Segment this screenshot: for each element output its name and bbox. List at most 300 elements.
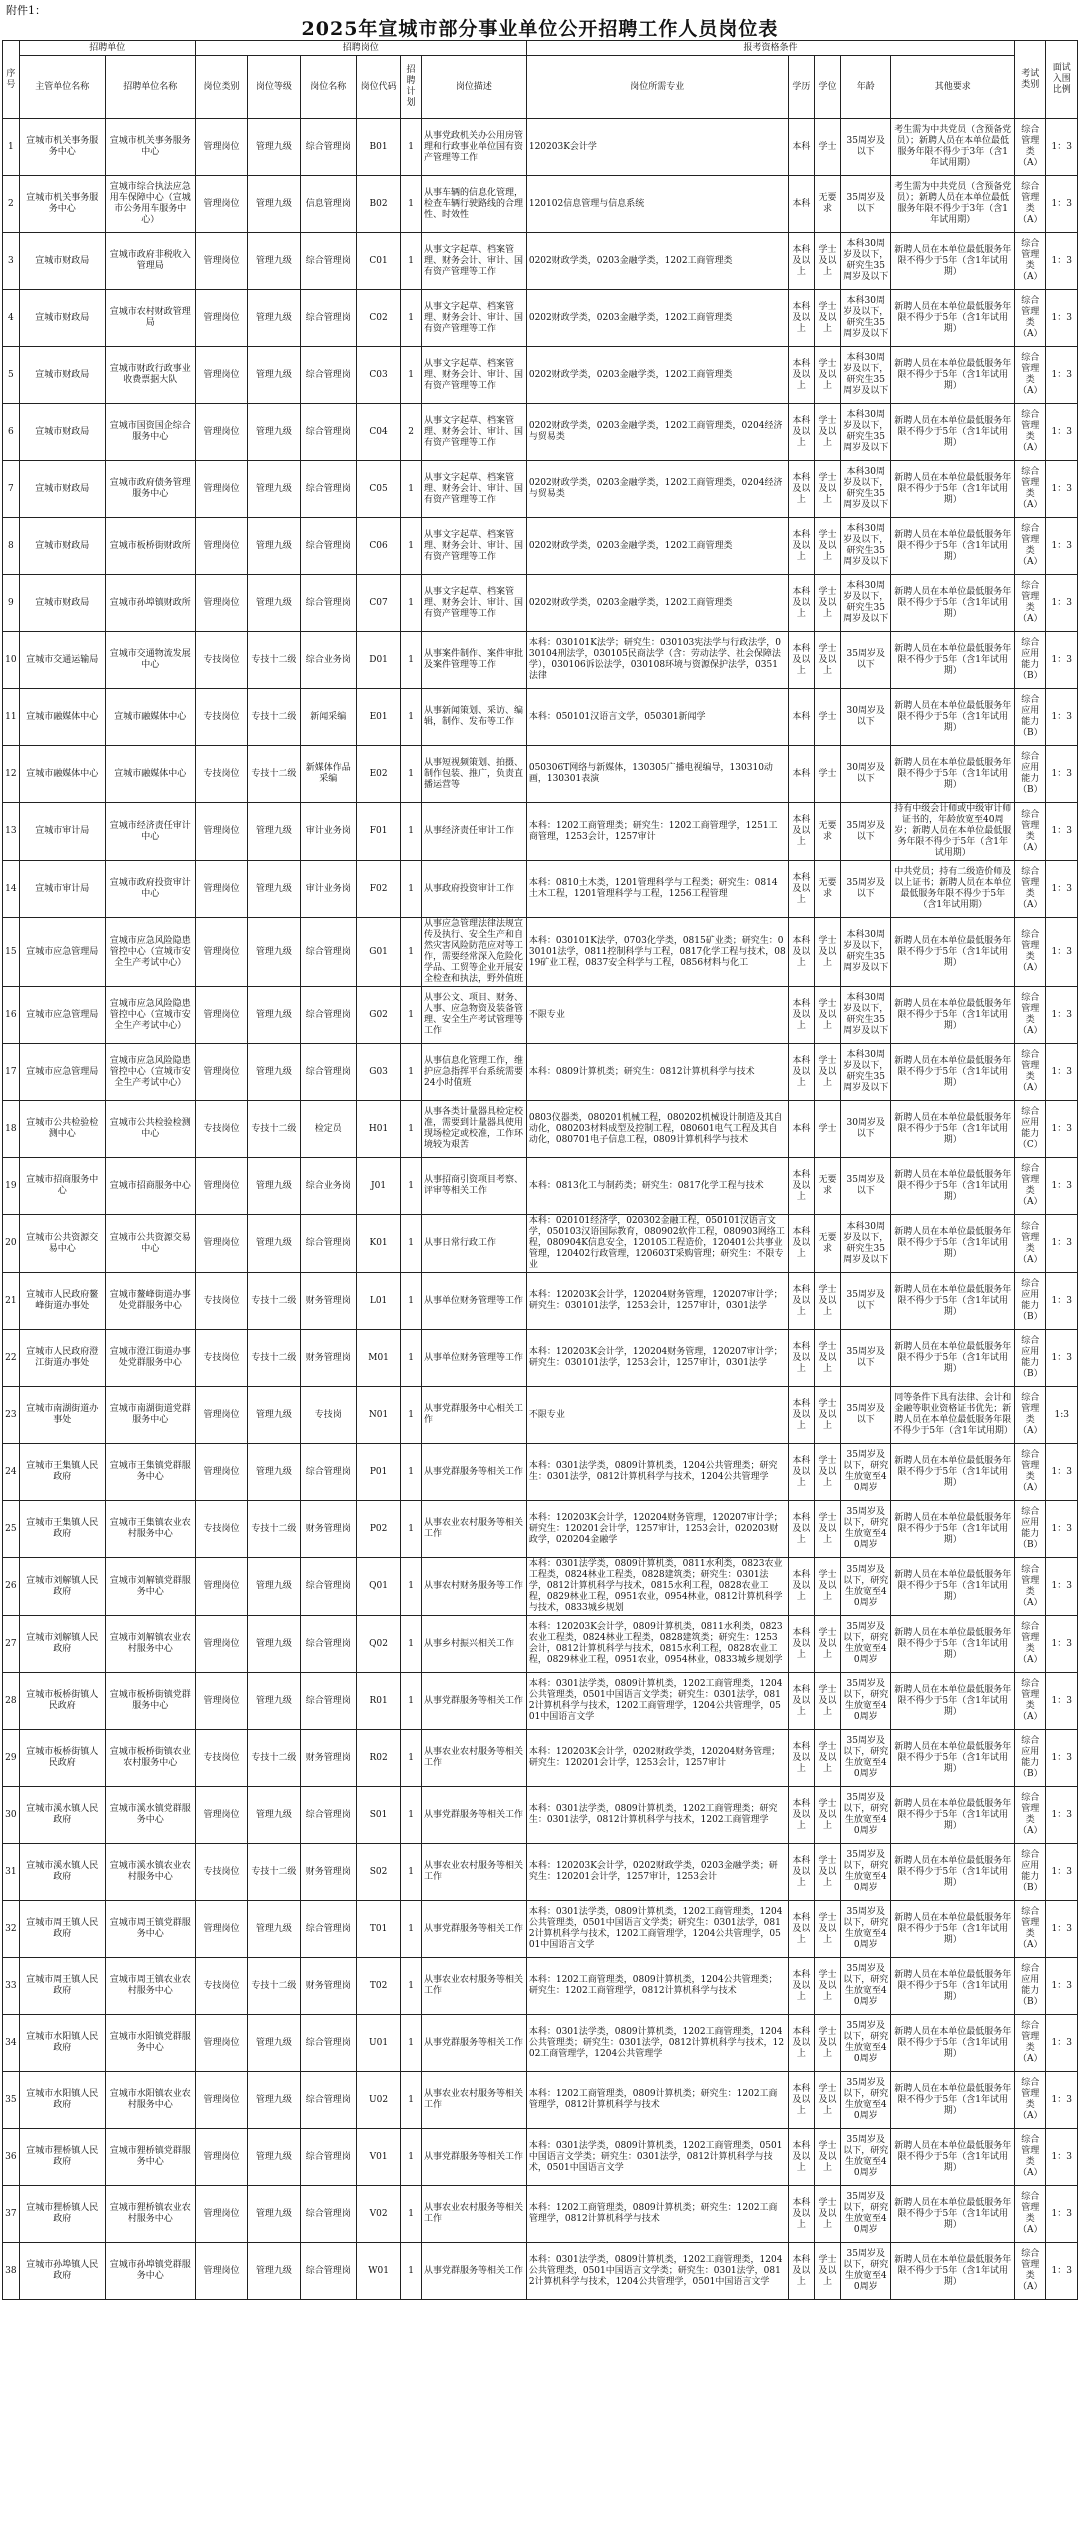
cell-supervisor: 宣城市人民政府鳌峰街道办事处 [19,1273,105,1330]
cell-age: 35周岁及以下 [841,1330,891,1387]
cell-post-level: 管理九级 [248,176,300,233]
table-row [3,1558,1078,1616]
cell-supervisor: 宣城市公共资源交易中心 [19,1215,105,1273]
cell-post-level: 管理九级 [248,2186,300,2243]
cell-exam-category: 综合管理类（A） [1015,1215,1046,1273]
table-row [3,1158,1078,1215]
cell-post-desc: 从事各类计量器具检定校准，需要到计量器具使用现场检定或校准，工作环境较为艰苦 [422,1101,527,1158]
cell-age: 35周岁及以下，研究生放宽至40周岁 [841,2015,891,2072]
cell-exam-category: 综合管理类（A） [1015,404,1046,461]
cell-post-desc: 从事党群服务等相关工作 [422,2129,527,2186]
cell-post-desc: 从事农业农村服务等相关工作 [422,2072,527,2129]
cell-exam-category: 综合管理类（A） [1015,1044,1046,1101]
cell-unit-name: 宣城市溪水镇农业农村服务中心 [105,1844,195,1901]
cell-education: 本科及以上 [788,2243,814,2300]
cell-post-code: J01 [357,1158,401,1215]
cell-post-desc: 从事文字起草、档案管理、财务会计、审计、国有资产管理等工作 [422,461,527,518]
cell-interview-ratio: 1：3 [1046,1330,1078,1387]
cell-plan: 1 [401,290,422,347]
cell-interview-ratio: 1：3 [1046,632,1078,689]
cell-supervisor: 宣城市审计局 [19,803,105,861]
cell-unit-name: 宣城市周王镇农业农村服务中心 [105,1958,195,2015]
cell-other: 新聘人员在本单位最低服务年限不得少于5年（含1年试用期） [891,1730,1015,1787]
cell-education: 本科及以上 [788,1273,814,1330]
cell-education: 本科及以上 [788,1044,814,1101]
cell-education: 本科 [788,746,814,803]
cell-post-level: 专技十二级 [248,689,300,746]
cell-other: 新聘人员在本单位最低服务年限不得少于5年（含1年试用期） [891,2015,1015,2072]
cell-degree: 学士及以上 [814,1958,840,2015]
cell-education: 本科及以上 [788,861,814,918]
header-req-group: 报考资格条件 [526,41,1014,56]
cell-supervisor: 宣城市孙埠镇人民政府 [19,2243,105,2300]
cell-major: 本科：1202工商管理类，0809计算机类，1204公共管理类；研究生：1202工商管理学，0812计算机科学与技术 [526,1958,788,2015]
cell-interview-ratio: 1：3 [1046,918,1078,987]
cell-age: 30周岁及以下 [841,746,891,803]
cell-other: 新聘人员在本单位最低服务年限不得少于5年（含1年试用期） [891,1330,1015,1387]
cell-education: 本科及以上 [788,1958,814,2015]
cell-unit-name: 宣城市澄江街道办事处党群服务中心 [105,1330,195,1387]
cell-post-desc: 从事农村财务服务等工作 [422,1558,527,1616]
cell-post-name: 综合管理岗 [300,404,357,461]
cell-supervisor: 宣城市板桥街镇人民政府 [19,1673,105,1730]
cell-education: 本科及以上 [788,1730,814,1787]
cell-seq: 8 [3,518,20,575]
cell-major: 0202财政学类，0203金融学类，1202工商管理类，0204经济与贸易类 [526,461,788,518]
table-row [3,1730,1078,1787]
cell-education: 本科及以上 [788,2129,814,2186]
cell-age: 本科30周岁及以下，研究生35周岁及以下 [841,918,891,987]
cell-other: 新聘人员在本单位最低服务年限不得少于5年（含1年试用期） [891,689,1015,746]
cell-post-desc: 从事文字起草、档案管理、财务会计、审计、国有资产管理等工作 [422,347,527,404]
cell-post-name: 综合管理岗 [300,1558,357,1616]
cell-post-code: T01 [357,1901,401,1958]
cell-supervisor: 宣城市周王镇人民政府 [19,1958,105,2015]
header-group-row [3,41,1078,56]
cell-interview-ratio: 1：3 [1046,1215,1078,1273]
cell-other: 新聘人员在本单位最低服务年限不得少于5年（含1年试用期） [891,1616,1015,1673]
cell-seq: 16 [3,987,20,1044]
cell-exam-category: 综合管理类（A） [1015,1558,1046,1616]
cell-seq: 15 [3,918,20,987]
cell-age: 35周岁及以下，研究生放宽至40周岁 [841,2072,891,2129]
cell-post-code: U02 [357,2072,401,2129]
cell-age: 本科30周岁及以下，研究生35周岁及以下 [841,575,891,632]
cell-post-name: 综合管理岗 [300,347,357,404]
cell-post-name: 综合管理岗 [300,2072,357,2129]
header-unit-group: 招聘单位 [19,41,195,56]
cell-plan: 1 [401,575,422,632]
cell-post-desc: 从事农业农村服务等相关工作 [422,1730,527,1787]
cell-degree: 无要求 [814,176,840,233]
cell-seq: 12 [3,746,20,803]
cell-exam-category: 综合管理类（A） [1015,290,1046,347]
cell-major: 本科：0301法学类，0809计算机类，0811水利类，0823农业工程类，0824林业工程类，0828建筑类；研究生：0301法学，0812计算机科学与技术，0815水利工程，0828农业工程，0829林业工程，0951农业，0954林业，0812计算机科学与技术，0833城乡规划 [526,1558,788,1616]
cell-seq: 37 [3,2186,20,2243]
cell-interview-ratio: 1：3 [1046,461,1078,518]
table-row [3,518,1078,575]
cell-interview-ratio: 1：3 [1046,1844,1078,1901]
cell-interview-ratio: 1：3 [1046,575,1078,632]
cell-supervisor: 宣城市人民政府澄江街道办事处 [19,1330,105,1387]
cell-plan: 1 [401,1844,422,1901]
cell-interview-ratio: 1：3 [1046,119,1078,176]
header-post-desc: 岗位描述 [422,56,527,119]
cell-other: 持有中级会计师或中级审计师证书的，年龄放宽至40周岁；新聘人员在本单位最低服务年限不得少于5年（含1年试用期） [891,803,1015,861]
cell-post-level: 管理九级 [248,233,300,290]
cell-other: 新聘人员在本单位最低服务年限不得少于5年（含1年试用期） [891,987,1015,1044]
cell-post-type: 专技岗位 [195,1101,247,1158]
cell-other: 新聘人员在本单位最低服务年限不得少于5年（含1年试用期） [891,1558,1015,1616]
cell-education: 本科及以上 [788,1215,814,1273]
cell-post-desc: 从事文字起草、档案管理、财务会计、审计、国有资产管理等工作 [422,404,527,461]
table-row [3,861,1078,918]
cell-degree: 学士及以上 [814,1444,840,1501]
cell-interview-ratio: 1：3 [1046,2186,1078,2243]
cell-post-name: 综合管理岗 [300,2186,357,2243]
cell-major: 本科：0809计算机类；研究生：0812计算机科学与技术 [526,1044,788,1101]
cell-post-level: 专技十二级 [248,1958,300,2015]
cell-post-type: 专技岗位 [195,1330,247,1387]
cell-exam-category: 综合管理类（A） [1015,461,1046,518]
cell-post-code: L01 [357,1273,401,1330]
cell-post-code: E02 [357,746,401,803]
cell-supervisor: 宣城市财政局 [19,404,105,461]
cell-post-code: F01 [357,803,401,861]
cell-other: 新聘人员在本单位最低服务年限不得少于5年（含1年试用期） [891,1273,1015,1330]
cell-other: 新聘人员在本单位最低服务年限不得少于5年（含1年试用期） [891,518,1015,575]
cell-supervisor: 宣城市水阳镇人民政府 [19,2015,105,2072]
cell-exam-category: 综合应用能力（B） [1015,1844,1046,1901]
cell-major: 0202财政学类，0203金融学类，1202工商管理类 [526,575,788,632]
cell-unit-name: 宣城市水阳镇农业农村服务中心 [105,2072,195,2129]
cell-post-type: 管理岗位 [195,1158,247,1215]
cell-major: 本科：030101K法学，0703化学类，0815矿业类；研究生：030101法学，0811控制科学与工程，0817化学工程与技术，0819矿业工程，0837安全科学与工程，0856材料与化工 [526,918,788,987]
cell-interview-ratio: 1：3 [1046,347,1078,404]
cell-unit-name: 宣城市狸桥镇党群服务中心 [105,2129,195,2186]
cell-seq: 35 [3,2072,20,2129]
cell-degree: 学士及以上 [814,2186,840,2243]
cell-post-code: E01 [357,689,401,746]
cell-seq: 14 [3,861,20,918]
cell-major: 120203K会计学 [526,119,788,176]
cell-education: 本科 [788,689,814,746]
cell-other: 新聘人员在本单位最低服务年限不得少于5年（含1年试用期） [891,1673,1015,1730]
cell-exam-category: 综合管理类（A） [1015,1387,1046,1444]
cell-other: 新聘人员在本单位最低服务年限不得少于5年（含1年试用期） [891,1901,1015,1958]
cell-post-desc: 从事党群服务等相关工作 [422,1444,527,1501]
cell-post-type: 管理岗位 [195,1387,247,1444]
cell-interview-ratio: 1：3 [1046,176,1078,233]
cell-exam-category: 综合应用能力（B） [1015,1273,1046,1330]
table-row [3,1273,1078,1330]
cell-exam-category: 综合管理类（A） [1015,2072,1046,2129]
cell-exam-category: 综合管理类（A） [1015,803,1046,861]
cell-post-name: 综合管理岗 [300,1616,357,1673]
table-row [3,233,1078,290]
cell-post-name: 综合管理岗 [300,2129,357,2186]
cell-age: 本科30周岁及以下，研究生35周岁及以下 [841,1215,891,1273]
cell-education: 本科及以上 [788,1558,814,1616]
cell-degree: 学士及以上 [814,461,840,518]
cell-supervisor: 宣城市周王镇人民政府 [19,1901,105,1958]
cell-plan: 1 [401,1558,422,1616]
cell-major: 本科：0301法学类，0809计算机类，1202工商管理类；研究生：0301法学，0812计算机科学与技术，1202工商管理学 [526,1787,788,1844]
cell-unit-name: 宣城市交通物流发展中心 [105,632,195,689]
cell-post-code: B02 [357,176,401,233]
cell-post-level: 管理九级 [248,518,300,575]
cell-age: 35周岁及以下，研究生放宽至40周岁 [841,2243,891,2300]
cell-other: 新聘人员在本单位最低服务年限不得少于5年（含1年试用期） [891,2186,1015,2243]
cell-education: 本科及以上 [788,518,814,575]
cell-plan: 1 [401,1330,422,1387]
cell-unit-name: 宣城市招商服务中心 [105,1158,195,1215]
cell-education: 本科及以上 [788,2072,814,2129]
cell-plan: 1 [401,746,422,803]
cell-unit-name: 宣城市孙埠镇财政所 [105,575,195,632]
cell-post-desc: 从事文字起草、档案管理、财务会计、审计、国有资产管理等工作 [422,233,527,290]
table-row [3,2243,1078,2300]
cell-post-code: C03 [357,347,401,404]
table-row [3,1844,1078,1901]
cell-education: 本科及以上 [788,1330,814,1387]
cell-plan: 1 [401,1273,422,1330]
table-row [3,290,1078,347]
cell-post-level: 专技十二级 [248,1330,300,1387]
header-age: 年龄 [841,56,891,119]
cell-interview-ratio: 1：3 [1046,746,1078,803]
cell-post-type: 管理岗位 [195,1616,247,1673]
cell-post-level: 管理九级 [248,290,300,347]
cell-post-type: 专技岗位 [195,632,247,689]
cell-post-name: 综合管理岗 [300,2243,357,2300]
cell-post-name: 综合管理岗 [300,918,357,987]
cell-supervisor: 宣城市应急管理局 [19,1044,105,1101]
cell-post-level: 管理九级 [248,2243,300,2300]
cell-plan: 1 [401,861,422,918]
cell-interview-ratio: 1：3 [1046,1787,1078,1844]
cell-supervisor: 宣城市公共检验检测中心 [19,1101,105,1158]
cell-post-type: 管理岗位 [195,461,247,518]
cell-post-type: 管理岗位 [195,861,247,918]
cell-other: 新聘人员在本单位最低服务年限不得少于5年（含1年试用期） [891,1215,1015,1273]
cell-interview-ratio: 1：3 [1046,689,1078,746]
cell-plan: 1 [401,1101,422,1158]
cell-plan: 1 [401,803,422,861]
cell-degree: 学士及以上 [814,347,840,404]
cell-post-type: 管理岗位 [195,1444,247,1501]
cell-post-name: 财务管理岗 [300,1273,357,1330]
cell-post-code: V02 [357,2186,401,2243]
cell-supervisor: 宣城市南湖街道办事处 [19,1387,105,1444]
cell-degree: 学士及以上 [814,918,840,987]
cell-post-level: 管理九级 [248,575,300,632]
cell-exam-category: 综合管理类（A） [1015,347,1046,404]
table-row [3,404,1078,461]
cell-post-type: 专技岗位 [195,1844,247,1901]
cell-unit-name: 宣城市板桥街镇农业农村服务中心 [105,1730,195,1787]
cell-post-name: 财务管理岗 [300,1844,357,1901]
cell-supervisor: 宣城市应急管理局 [19,987,105,1044]
header-post-code: 岗位代码 [357,56,401,119]
cell-post-level: 专技十二级 [248,1273,300,1330]
cell-interview-ratio: 1：3 [1046,2243,1078,2300]
cell-major: 120102信息管理与信息系统 [526,176,788,233]
cell-supervisor: 宣城市审计局 [19,861,105,918]
cell-seq: 27 [3,1616,20,1673]
cell-plan: 1 [401,1044,422,1101]
cell-post-level: 管理九级 [248,803,300,861]
cell-education: 本科及以上 [788,1387,814,1444]
cell-plan: 1 [401,918,422,987]
cell-supervisor: 宣城市机关事务服务中心 [19,119,105,176]
cell-post-level: 专技十二级 [248,1501,300,1558]
cell-post-desc: 从事农业农村服务等相关工作 [422,2186,527,2243]
cell-other: 新聘人员在本单位最低服务年限不得少于5年（含1年试用期） [891,233,1015,290]
cell-exam-category: 综合应用能力（C） [1015,1101,1046,1158]
cell-post-desc: 从事党群服务等相关工作 [422,1901,527,1958]
cell-education: 本科及以上 [788,987,814,1044]
cell-post-desc: 从事党群服务等相关工作 [422,1787,527,1844]
cell-interview-ratio: 1：3 [1046,861,1078,918]
cell-post-desc: 从事文字起草、档案管理、财务会计、审计、国有资产管理等工作 [422,290,527,347]
cell-age: 35周岁及以下，研究生放宽至40周岁 [841,1901,891,1958]
cell-post-desc: 从事经济责任审计工作 [422,803,527,861]
cell-exam-category: 综合管理类（A） [1015,918,1046,987]
cell-post-level: 管理九级 [248,861,300,918]
cell-major: 本科：120203K会计学，120204财务管理，120207审计学；研究生：030101法学，1253会计，1257审计，0301法学 [526,1330,788,1387]
cell-degree: 学士及以上 [814,1616,840,1673]
cell-major: 0803仪器类，080201机械工程，080202机械设计制造及其自动化，080203材料成型及控制工程，080601电气工程及其自动化，080701电子信息工程，0809计算机科学与技术 [526,1101,788,1158]
cell-post-desc: 从事案件制作、案件审批及案件管理等工作 [422,632,527,689]
cell-post-name: 财务管理岗 [300,1730,357,1787]
cell-supervisor: 宣城市溪水镇人民政府 [19,1844,105,1901]
cell-post-type: 管理岗位 [195,347,247,404]
cell-unit-name: 宣城市王集镇农业农村服务中心 [105,1501,195,1558]
cell-post-desc: 从事农业农村服务等相关工作 [422,1501,527,1558]
cell-seq: 22 [3,1330,20,1387]
cell-degree: 学士 [814,1101,840,1158]
cell-interview-ratio: 1：3 [1046,518,1078,575]
cell-degree: 学士及以上 [814,1901,840,1958]
cell-seq: 38 [3,2243,20,2300]
cell-post-desc: 从事应急管理法律法规宣传及执行、安全生产和自然灾害风险防范应对等工作，需要经常深入危险化学品、工贸等企业开展安全检查和执法，野外值班 [422,918,527,987]
cell-post-level: 专技十二级 [248,1101,300,1158]
cell-age: 35周岁及以下，研究生放宽至40周岁 [841,2129,891,2186]
cell-education: 本科及以上 [788,1501,814,1558]
cell-interview-ratio: 1：3 [1046,803,1078,861]
cell-plan: 1 [401,176,422,233]
cell-seq: 10 [3,632,20,689]
cell-post-desc: 从事单位财务管理等工作 [422,1330,527,1387]
header-interview-ratio: 面试入围比例 [1046,41,1078,119]
cell-post-code: B01 [357,119,401,176]
positions-table [2,40,1078,2300]
cell-post-name: 审计业务岗 [300,803,357,861]
cell-plan: 1 [401,2015,422,2072]
cell-age: 35周岁及以下，研究生放宽至40周岁 [841,1844,891,1901]
cell-supervisor: 宣城市刘解镇人民政府 [19,1558,105,1616]
cell-degree: 学士及以上 [814,1387,840,1444]
cell-major: 本科：0813化工与制药类；研究生：0817化学工程与技术 [526,1158,788,1215]
cell-post-type: 管理岗位 [195,575,247,632]
cell-interview-ratio: 1：3 [1046,1273,1078,1330]
cell-other: 新聘人员在本单位最低服务年限不得少于5年（含1年试用期） [891,1444,1015,1501]
cell-major: 0202财政学类，0203金融学类，1202工商管理类 [526,290,788,347]
header-post-name: 岗位名称 [300,56,357,119]
cell-post-type: 专技岗位 [195,1501,247,1558]
cell-post-desc: 从事党政机关办公用房管理和行政事业单位国有资产管理等工作 [422,119,527,176]
table-row [3,632,1078,689]
cell-unit-name: 宣城市政府债务管理服务中心 [105,461,195,518]
cell-post-level: 管理九级 [248,347,300,404]
cell-other: 新聘人员在本单位最低服务年限不得少于5年（含1年试用期） [891,2243,1015,2300]
cell-post-code: S01 [357,1787,401,1844]
cell-degree: 学士及以上 [814,575,840,632]
table-row [3,1215,1078,1273]
cell-other: 新聘人员在本单位最低服务年限不得少于5年（含1年试用期） [891,2072,1015,2129]
cell-plan: 1 [401,987,422,1044]
cell-age: 35周岁及以下，研究生放宽至40周岁 [841,1673,891,1730]
cell-education: 本科及以上 [788,2015,814,2072]
cell-degree: 学士及以上 [814,404,840,461]
cell-plan: 1 [401,1730,422,1787]
cell-unit-name: 宣城市公共检验检测中心 [105,1101,195,1158]
cell-exam-category: 综合应用能力（B） [1015,632,1046,689]
cell-major: 本科：030101K法学；研究生：030103宪法学与行政法学，030104刑法学，030105民商法学（含：劳动法学、社会保障法学），030106诉讼法学，030108环境与资源保护法学，0351法律 [526,632,788,689]
cell-education: 本科及以上 [788,1673,814,1730]
cell-degree: 学士及以上 [814,2072,840,2129]
cell-major: 本科：0301法学类，0809计算机类，1202工商管理类，0501中国语言文学类；研究生：0301法学，0812计算机科学与技术，0501中国语言文学 [526,2129,788,2186]
cell-other: 新聘人员在本单位最低服务年限不得少于5年（含1年试用期） [891,2129,1015,2186]
page-title: 2025年宣城市部分事业单位公开招聘工作人员岗位表 [301,18,779,40]
cell-age: 本科30周岁及以下，研究生35周岁及以下 [841,233,891,290]
cell-post-level: 管理九级 [248,1616,300,1673]
header-column-row [3,56,1078,119]
cell-post-desc: 从事农业农村服务等相关工作 [422,1958,527,2015]
cell-post-desc: 从事车辆的信息化管理，检查车辆行驶路线的合理性、时效性 [422,176,527,233]
cell-major: 0202财政学类，0203金融学类，1202工商管理类 [526,347,788,404]
cell-other: 新聘人员在本单位最低服务年限不得少于5年（含1年试用期） [891,1101,1015,1158]
header-unit-name: 招聘单位名称 [105,56,195,119]
cell-age: 35周岁及以下 [841,1387,891,1444]
cell-seq: 3 [3,233,20,290]
cell-degree: 学士及以上 [814,1330,840,1387]
cell-age: 35周岁及以下 [841,176,891,233]
cell-exam-category: 综合管理类（A） [1015,2186,1046,2243]
cell-degree: 无要求 [814,1158,840,1215]
cell-post-level: 专技十二级 [248,632,300,689]
cell-unit-name: 宣城市刘解镇农业农村服务中心 [105,1616,195,1673]
cell-plan: 1 [401,233,422,290]
cell-post-name: 综合管理岗 [300,119,357,176]
cell-post-level: 管理九级 [248,1215,300,1273]
cell-plan: 1 [401,1901,422,1958]
cell-post-name: 综合管理岗 [300,1444,357,1501]
cell-degree: 学士及以上 [814,290,840,347]
cell-major: 050306T网络与新媒体，130305广播电视编导，130310动画，130301表演 [526,746,788,803]
cell-post-type: 管理岗位 [195,2015,247,2072]
header-post-type: 岗位类别 [195,56,247,119]
cell-unit-name: 宣城市经济责任审计中心 [105,803,195,861]
cell-post-name: 综合管理岗 [300,1901,357,1958]
cell-major: 0202财政学类，0203金融学类，1202工商管理类，0204经济与贸易类 [526,404,788,461]
cell-exam-category: 综合管理类（A） [1015,2243,1046,2300]
cell-post-code: R02 [357,1730,401,1787]
cell-major: 本科：1202工商管理类；研究生：1202工商管理学，1251工商管理，1253会计，1257审计 [526,803,788,861]
cell-post-type: 管理岗位 [195,2186,247,2243]
cell-supervisor: 宣城市融媒体中心 [19,746,105,803]
